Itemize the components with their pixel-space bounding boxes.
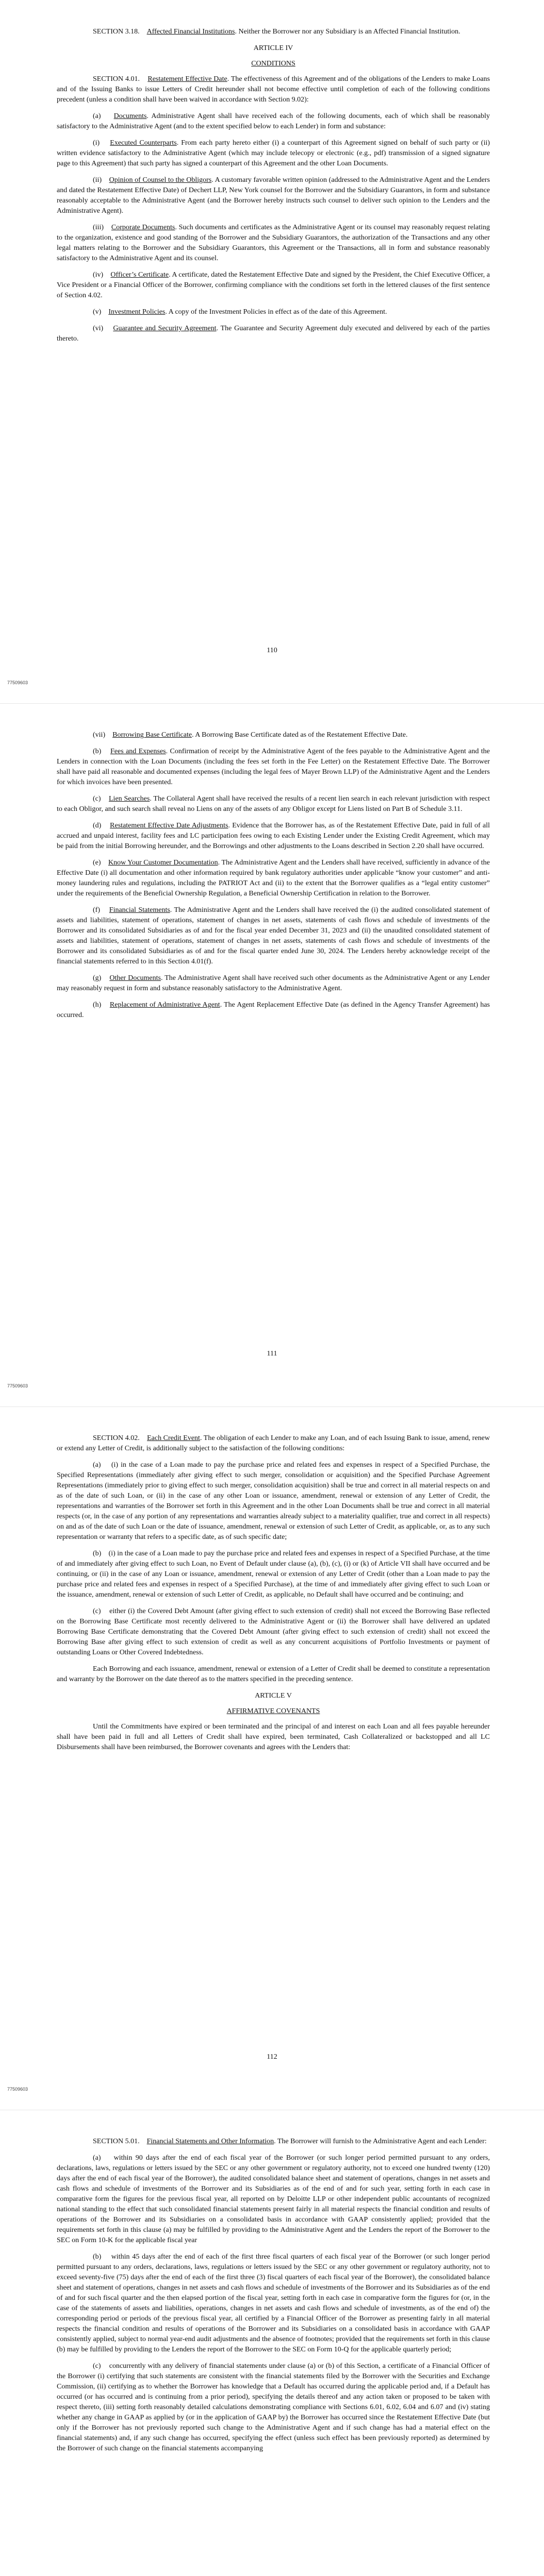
section-title: Restatement Effective Date Adjustments (110, 822, 228, 829)
paragraph (57, 1460, 490, 1543)
section-number: SECTION 3.18. (93, 28, 140, 36)
paragraph (57, 74, 490, 105)
page-3 (0, 1406, 544, 2110)
section-text: . From each party hereto either (i) a counterpart of this Agreement signed on behalf of such party or (ii) written evidence satisfactory to the Administrative Agent (which may include telecopy or electronic (e.g., pdf) transmission of a signed signature page to this Agreement) that such party has signed a counterpart of this Agreement and the other Loan Documents. (57, 139, 490, 167)
paragraph (57, 730, 490, 740)
paragraph (57, 307, 490, 317)
article-title: AFFIRMATIVE COVENANTS (226, 1707, 320, 1715)
section-number: SECTION 5.01. (93, 2138, 140, 2145)
section-number: (e) (93, 859, 101, 867)
paragraph (57, 138, 490, 169)
section-text: . The Administrative Agent and the Lenders shall have received, sufficiently in advance of the Effective Date (i) all documentation and other information required by bank regulatory authorities under applicable “know your customer” and anti-money laundering rules and regulations, including the PATRIOT Act and (ii) to the extent that the Borrower qualifies as a “legal entity customer” under the requirements of the Beneficial Ownership Regulation, a Beneficial Ownership Certification in relation to the Borrower. (57, 859, 490, 897)
page-1-body (57, 27, 490, 350)
paragraph (57, 270, 490, 301)
section-text: either (i) the Covered Debt Amount (after giving effect to such extension of credit) shall not exceed the Borrowing Base reflected on the Borrowing Base Certificate most recently delivered to the Administrative Agent or (ii) the Borrower shall have delivered an updated Borrowing Base Certificate demonstrating that the Covered Debt Amount (after giving effect to such extension of credit) shall not exceed the Borrowing Base after giving effect to such extension of credit as well as any concurrent acquisitions of Portfolio Investments or payment of outstanding Loans or Other Covered Indebtedness. (57, 1607, 490, 1656)
page-3-body (57, 1433, 490, 1759)
section-text: . A certificate, dated the Restatement Effective Date and signed by the President, the Chief Executive Officer, a Vice President or a Financial Officer of the Borrower, confirming compliance with the conditions set forth in the lettered clauses of the first sentence of Section 4.02. (57, 271, 490, 299)
page-2-body (57, 730, 490, 1027)
section-number: (a) (93, 1461, 101, 1469)
section-number: (c) (93, 1607, 101, 1615)
section-text: concurrently with any delivery of financial statements under clause (a) or (b) of this Section, a certificate of a Financial Officer of the Borrower (i) certifying that such statements are consistent with the financial statements filed by the Borrower with the Securities and Exchange Commission, (ii) certifying as to whether the Borrower has knowledge that a Default has occurred during the applicable period and, if a Default has occurred (or has occurred and is continuing from a prior period), specifying the details thereof and any action taken or proposed to be taken with respect thereto, (iii) setting forth reasonably detailed calculations demonstrating compliance with Sections 6.01, 6.02, 6.04 and 6.07 and (iv) stating whether any change in GAAP as applied by (or in the application of GAAP by) the Borrower has occurred since the Restatement Effective Date (but only if the Borrower has not previously reported such change to the Administrative Agent and if such change has had a material effect on the financial statements) and, if any such change has occurred, specifying the effect (unless such effect has been previously reported) as determined by the Borrower of such change on the financial statements accompanying (57, 2362, 490, 2452)
section-title: Lien Searches (109, 795, 150, 803)
section-text: . Evidence that the Borrower has, as of the Restatement Effective Date, paid in full of all accrued and unpaid interest, facility fees and LC participation fees owing to each Existing Lender under the Existing Credit Agreement, which may be paid from the initial Borrowing hereunder, and the Borrowings and other adjustments to the Loans described in Section 2.20 shall have occurred. (57, 822, 490, 850)
section-number: (h) (93, 1001, 102, 1009)
page-1 (0, 0, 544, 703)
section-number: (iii) (93, 224, 104, 231)
section-title: Executed Counterparts (110, 139, 177, 147)
page-number: 112 (267, 2053, 277, 2061)
paragraph (57, 1606, 490, 1658)
paragraph (57, 111, 490, 132)
page-4-body (57, 2137, 490, 2460)
paragraph (57, 2252, 490, 2355)
page-2 (0, 703, 544, 1406)
page-number: 110 (267, 647, 277, 654)
section-text: . A customary favorable written opinion (addressed to the Administrative Agent and the Lenders and dated the Restatement Effective Date) of Dechert LLP, New York counsel for the Borrower and the Subsidiary Guarantors, in form and substance reasonably acceptable to the Administrative Agent (and the Borrower hereby instructs such counsel to deliver such opinion to the Lenders and the Administrative Agent). (57, 176, 490, 215)
paragraph (57, 1722, 490, 1753)
section-title: Financial Statements and Other Information (146, 2138, 274, 2145)
section-number: (c) (93, 2362, 101, 2370)
section-text: (i) in the case of a Loan made to pay the purchase price and related fees and expenses in respect of a Specified Purchase, the Specified Representations (immediately after giving effect to such merger, consolidation or acquisition) and the Specified Purchase Agreement Representations (immediately prior to giving effect to such merger, consolidation acquisition) shall be true and correct in all material respects on and as of the date of such Loan, or (ii) in the case of any other Loan or issuance, amendment, renewal or extension of any Letter of Credit, the representations and warranties of the Borrower set forth in this Agreement and in the other Loan Documents shall be true and correct in all material respects (or, in the case of any portion of any representations and warranties already subject to a materiality qualifier, true and correct in all respects) on and as of the date of such Loan or the date of issuance, amendment, renewal or extension of such Letter of Credit, as applicable, or, as to any such representation or warranty that refers to a specific date, as of such specific date; (57, 1461, 490, 1541)
section-text: . The Guarantee and Security Agreement duly executed and delivered by each of the parties thereto. (57, 325, 490, 343)
paragraph (57, 2137, 490, 2147)
section-text: . The effectiveness of this Agreement and of the obligations of the Lenders to make Loans and of the Issuing Banks to issue Letters of Credit hereunder shall not become effective until completion of each of the following conditions precedent (unless a condition shall have been waived in accordance with Section 9.02): (57, 75, 490, 104)
article-heading: ARTICLE IV (253, 44, 293, 52)
section-number: (a) (93, 2154, 101, 2162)
document-id: 77509603 (7, 2087, 28, 2092)
section-text: . A Borrowing Base Certificate dated as of the Restatement Effective Date. (192, 731, 408, 739)
paragraph (57, 747, 490, 788)
paragraph (57, 794, 490, 815)
section-number: (b) (93, 2253, 102, 2261)
section-number: (c) (93, 795, 101, 803)
section-number: SECTION 4.02. (93, 1434, 140, 1442)
section-title: Opinion of Counsel to the Obligors (109, 176, 212, 184)
paragraph (57, 973, 490, 994)
paragraph (57, 324, 490, 344)
section-title: Each Credit Event (147, 1434, 200, 1442)
section-title: Affected Financial Institutions (146, 28, 235, 36)
section-title: Restatement Effective Date (147, 75, 227, 83)
section-number: (f) (93, 906, 100, 914)
section-number: (iv) (93, 271, 104, 279)
section-title: Investment Policies (108, 308, 166, 316)
section-title: Guarantee and Security Agreement (113, 325, 217, 332)
paragraph (57, 2153, 490, 2246)
paragraph (57, 858, 490, 899)
paragraph (57, 1000, 490, 1021)
section-number: (a) (93, 112, 101, 120)
article-title: CONDITIONS (251, 60, 295, 67)
paragraph (57, 223, 490, 264)
section-number: (b) (93, 1550, 102, 1557)
section-text: . Such documents and certificates as the Administrative Agent or its counsel may reasonably request relating to the organization, existence and good standing of the Borrower and the Subsidiary Guarantors, the authorization of the Transactions and any other legal matters relating to the Borrower and the Subsidiary Guarantors, this Agreement or the Transactions, all in form and substance reasonably satisfactory to the Administrative Agent and its counsel. (57, 224, 490, 262)
section-number: (vi) (93, 325, 104, 332)
section-title: Financial Statements (109, 906, 170, 914)
paragraph (57, 175, 490, 216)
section-title: Officer’s Certificate (110, 271, 169, 279)
document-id: 77509603 (7, 680, 28, 685)
page-number: 111 (267, 1350, 277, 1358)
section-text: . Neither the Borrower nor any Subsidiary is an Affected Financial Institution. (235, 28, 460, 36)
section-number: (b) (93, 748, 102, 755)
section-text: . The obligation of each Lender to make any Loan, and of each Issuing Bank to issue, amend, renew or extend any Letter of Credit, is additionally subject to the satisfaction of the following conditions: (57, 1434, 490, 1452)
section-text: . The Agent Replacement Effective Date (as defined in the Agency Transfer Agreement) has occurred. (57, 1001, 490, 1019)
paragraph (57, 1549, 490, 1600)
section-text: Until the Commitments have expired or been terminated and the principal of and interest on each Loan and all fees payable hereunder shall have been paid in full and all Letters of Credit shall have expired, been terminated, Cash Collateralized or backstopped and all LC Disbursements shall have been reimbursed, the Borrower covenants and agrees with the Lenders that: (57, 1723, 490, 1751)
section-text: . The Administrative Agent shall have received such other documents as the Administrative Agent or any Lender may reasonably request in form and substance reasonably satisfactory to the Administrative Agent. (57, 974, 490, 992)
section-text: within 90 days after the end of each fiscal year of the Borrower (or such longer period permitted pursuant to any orders, declarations, laws, regulations or letters issued by the SEC or any other government or regulatory authority, not to exceed one hundred twenty (120) days after the end of each fiscal year of the Borrower), the audited consolidated balance sheet and statement of operations, changes in net assets and cash flows and schedule of investments of the Borrower and its Subsidiaries as of the end of and for such year, setting forth in each case in comparative form the figures for the previous fiscal year, all reported on by Deloitte LLP or other independent public accountants of recognized national standing to the effect that such consolidated financial statements present fairly in all material respects the financial condition and results of operations of the Borrower and its Subsidiaries on a consolidated basis in accordance with GAAP consistently applied; provided that the requirements set forth in this clause (a) may be fulfilled by providing to the Administrative Agent and the Lenders the report of the Borrower to the SEC on Form 10-K for the applicable fiscal year (57, 2154, 490, 2244)
section-number: (vii) (93, 731, 106, 739)
section-text: . The Borrower will furnish to the Administrative Agent and each Lender: (274, 2138, 487, 2145)
section-title: Other Documents (109, 974, 161, 982)
paragraph (57, 1664, 490, 1685)
section-text: Each Borrowing and each issuance, amendment, renewal or extension of a Letter of Credit shall be deemed to constitute a representation and warranty by the Borrower on the date thereof as to the matters specified in the preceding sentence. (57, 1665, 490, 1683)
section-text: . The Collateral Agent shall have received the results of a recent lien search in each relevant jurisdiction with respect to each Obligor, and such search shall reveal no Liens on any of the assets of any Obligor except for Liens listed on Part B of Schedule 3.11. (57, 795, 490, 813)
section-title: Know Your Customer Documentation (108, 859, 218, 867)
section-text: within 45 days after the end of each of the first three fiscal quarters of each fiscal year of the Borrower (or such longer period permitted pursuant to any orders, declarations, laws, regulations or letters issued by the SEC or any other government or regulatory authority, not to exceed seventy-five (75) days after the end of each of the first three (3) fiscal quarters of each fiscal year of the Borrower), the consolidated balance sheet and statement of operations, changes in net assets and cash flows and schedule of investments of the Borrower and its Subsidiaries as of the end of and for such fiscal quarter and the then elapsed portion of the fiscal year, setting forth in each case in comparative form the figures for (or, in the case of the statements of assets and liabilities, operations, changes in net assets and cash flows and schedule of investments, as of the end of) the corresponding period or periods of the previous fiscal year, all certified by a Financial Officer of the Borrower as presenting fairly in all material respects the financial condition and results of operations of the Borrower and its Subsidiaries on a consolidated basis in accordance with GAAP consistently applied, subject to normal year-end audit adjustments and the absence of footnotes; provided that the requirements set forth in this clause (b) may be fulfilled by providing to the Lenders the report of the Borrower to the SEC on Form 10-Q for the applicable quarterly period; (57, 2253, 490, 2353)
section-title: Borrowing Base Certificate (112, 731, 192, 739)
section-text: . Administrative Agent shall have received each of the following documents, each of which shall be reasonably satisfactory to the Administrative Agent (and to the extent specified below to each Lender) in form and substance: (57, 112, 490, 130)
section-number: (i) (93, 139, 100, 147)
paragraph (57, 27, 490, 37)
paragraph (57, 2361, 490, 2454)
paragraph (57, 821, 490, 852)
section-text: . A copy of the Investment Policies in effect as of the date of this Agreement. (165, 308, 387, 316)
section-title: Replacement of Administrative Agent (109, 1001, 220, 1009)
page-4 (0, 2110, 544, 2576)
section-number: (ii) (93, 176, 102, 184)
section-text: . Confirmation of receipt by the Administrative Agent of the fees payable to the Administrative Agent and the Lenders in connection with the Loan Documents (including the fees set forth in the Fee Letter) on the Restatement Effective Date. The Borrower shall have paid all reasonable and documented expenses (including the legal fees of Mayer Brown LLP) of the Administrative Agent and the Lenders for which invoices have been presented. (57, 748, 490, 786)
paragraph (57, 905, 490, 967)
section-text: (i) in the case of a Loan made to pay the purchase price and related fees and expenses in respect of a Specified Purchase, at the time of and immediately after giving effect to such Loan, no Event of Default under clause (a), (b), (c), (i) or (k) of Article VII shall have occurred and be continuing, or (ii) in the case of any Loan or issuance, amendment, renewal or extension of any Letter of Credit (other than a Loan made to pay the purchase price and related fees and expenses in respect of a Specified Purchase), at the time of and immediately after giving effect to such Loan or the issuance, amendment, renewal or extension of such Letter of Credit, as applicable, no Default shall have occurred and be continuing; and (57, 1550, 490, 1599)
section-title: Fees and Expenses (110, 748, 166, 755)
article-heading: ARTICLE V (255, 1692, 292, 1700)
section-text: . The Administrative Agent and the Lenders shall have received the (i) the audited consolidated statement of assets and liabilities, statement of operations, statement of changes in net assets, statements of cash flows and schedule of investments of the Borrower and its consolidated Subsidiaries as of and for the fiscal year ended December 31, 2023 and (ii) the unaudited consolidated statement of assets and liabilities, statement of operations, statement of changes in net assets, statements of cash flows and schedule of investments of the Borrower and its consolidated Subsidiaries as of and for the fiscal quarter ended June 30, 2024. The Lenders hereby acknowledge receipt of the financial statements referred to in this Section 4.01(f). (57, 906, 490, 965)
section-number: (v) (93, 308, 102, 316)
section-number: (g) (93, 974, 102, 982)
section-title: Corporate Documents (111, 224, 175, 231)
paragraph (57, 1433, 490, 1454)
section-title: Documents (113, 112, 147, 120)
document-id: 77509603 (7, 1383, 28, 1388)
section-number: (d) (93, 822, 102, 829)
section-number: SECTION 4.01. (93, 75, 140, 83)
